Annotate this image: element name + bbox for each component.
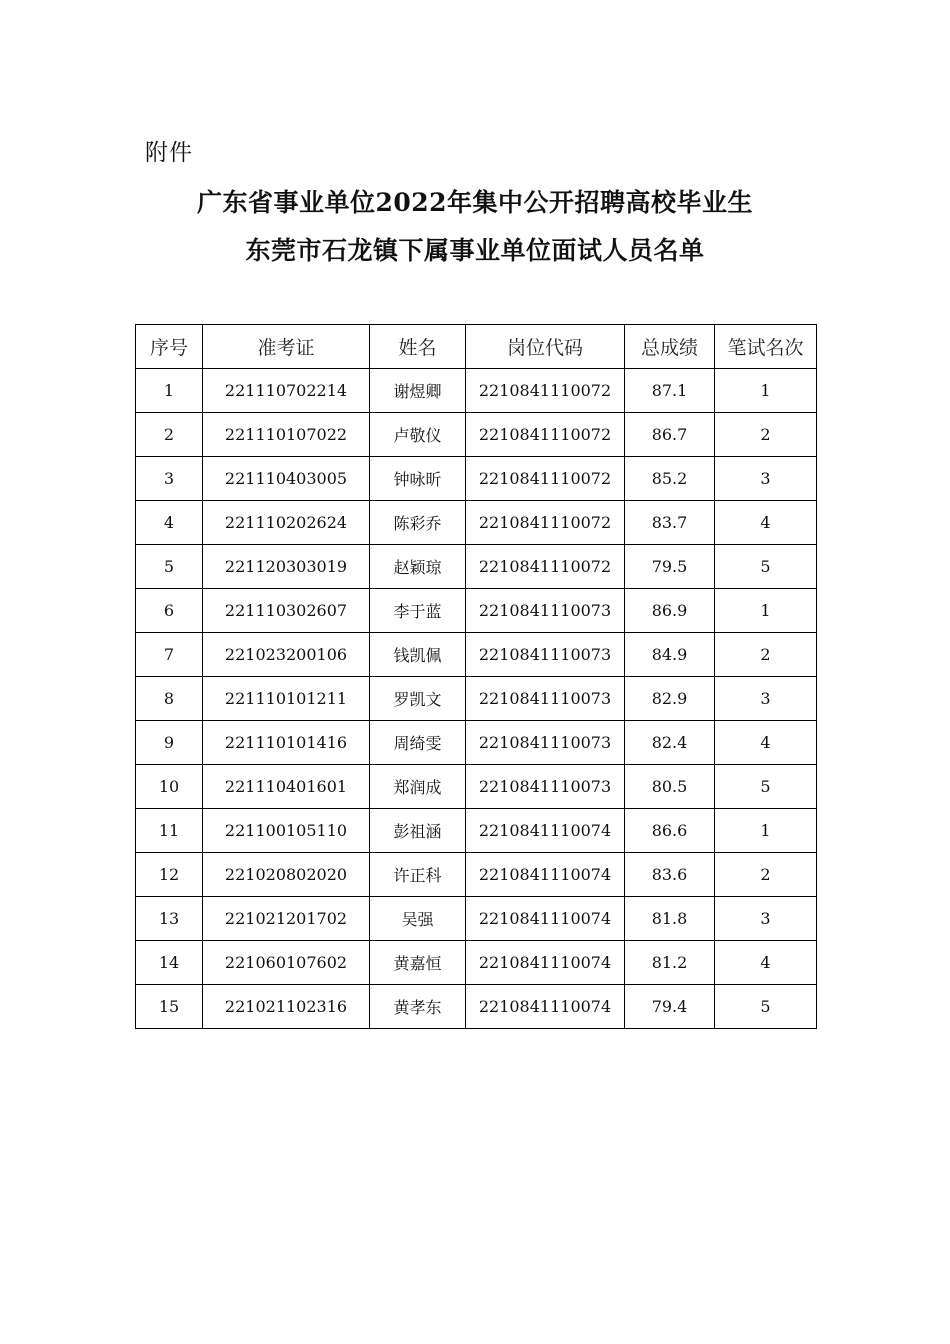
cell-ticket: 221110302607 — [203, 589, 370, 633]
cell-serial: 14 — [136, 941, 203, 985]
cell-total-score: 81.8 — [625, 897, 715, 941]
attachment-label: 附件 — [145, 140, 193, 166]
cell-written-rank: 5 — [715, 545, 817, 589]
cell-serial: 11 — [136, 809, 203, 853]
cell-serial: 2 — [136, 413, 203, 457]
cell-written-rank: 2 — [715, 633, 817, 677]
table-header-row — [136, 325, 817, 369]
cell-total-score: 87.1 — [625, 369, 715, 413]
cell-name: 黄孝东 — [370, 985, 466, 1029]
column-header-written-rank: 笔试名次 — [715, 325, 817, 369]
cell-name: 陈彩乔 — [370, 501, 466, 545]
cell-serial: 12 — [136, 853, 203, 897]
cell-position-code: 2210841110074 — [466, 853, 625, 897]
cell-total-score: 86.6 — [625, 809, 715, 853]
table-body — [136, 369, 817, 1029]
cell-serial: 10 — [136, 765, 203, 809]
cell-total-score: 86.7 — [625, 413, 715, 457]
cell-position-code: 2210841110073 — [466, 721, 625, 765]
cell-name: 李于蓝 — [370, 589, 466, 633]
cell-name: 赵颖琼 — [370, 545, 466, 589]
cell-position-code: 2210841110074 — [466, 941, 625, 985]
cell-total-score: 86.9 — [625, 589, 715, 633]
cell-written-rank: 5 — [715, 985, 817, 1029]
cell-written-rank: 1 — [715, 589, 817, 633]
cell-ticket: 221060107602 — [203, 941, 370, 985]
cell-position-code: 2210841110072 — [466, 545, 625, 589]
cell-ticket: 221110403005 — [203, 457, 370, 501]
interview-roster-table — [135, 324, 817, 1029]
cell-total-score: 82.9 — [625, 677, 715, 721]
cell-written-rank: 4 — [715, 941, 817, 985]
table-row — [136, 677, 817, 721]
column-header-position-code: 岗位代码 — [466, 325, 625, 369]
table-row — [136, 985, 817, 1029]
cell-name: 吴强 — [370, 897, 466, 941]
table-row — [136, 853, 817, 897]
cell-serial: 5 — [136, 545, 203, 589]
cell-position-code: 2210841110074 — [466, 809, 625, 853]
cell-name: 许正科 — [370, 853, 466, 897]
column-header-serial: 序号 — [136, 325, 203, 369]
cell-serial: 9 — [136, 721, 203, 765]
table-row — [136, 941, 817, 985]
cell-total-score: 85.2 — [625, 457, 715, 501]
cell-position-code: 2210841110073 — [466, 677, 625, 721]
table-row — [136, 633, 817, 677]
table-row — [136, 589, 817, 633]
cell-total-score: 81.2 — [625, 941, 715, 985]
cell-serial: 3 — [136, 457, 203, 501]
cell-total-score: 82.4 — [625, 721, 715, 765]
cell-total-score: 83.6 — [625, 853, 715, 897]
document-title-line2: 东莞市石龙镇下属事业单位面试人员名单 — [245, 236, 705, 265]
cell-name: 谢煜卿 — [370, 369, 466, 413]
cell-position-code: 2210841110072 — [466, 413, 625, 457]
cell-total-score: 80.5 — [625, 765, 715, 809]
cell-ticket: 221023200106 — [203, 633, 370, 677]
cell-name: 周绮雯 — [370, 721, 466, 765]
cell-total-score: 83.7 — [625, 501, 715, 545]
cell-position-code: 2210841110072 — [466, 457, 625, 501]
column-header-ticket: 准考证 — [203, 325, 370, 369]
cell-written-rank: 4 — [715, 721, 817, 765]
cell-ticket: 221110101416 — [203, 721, 370, 765]
cell-written-rank: 5 — [715, 765, 817, 809]
cell-name: 黄嘉恒 — [370, 941, 466, 985]
cell-ticket: 221021201702 — [203, 897, 370, 941]
cell-written-rank: 3 — [715, 897, 817, 941]
cell-ticket: 221021102316 — [203, 985, 370, 1029]
cell-position-code: 2210841110074 — [466, 897, 625, 941]
cell-serial: 4 — [136, 501, 203, 545]
table-row — [136, 369, 817, 413]
cell-ticket: 221110401601 — [203, 765, 370, 809]
cell-ticket: 221110101211 — [203, 677, 370, 721]
table-row — [136, 897, 817, 941]
table-row — [136, 545, 817, 589]
cell-serial: 7 — [136, 633, 203, 677]
table-row — [136, 501, 817, 545]
cell-written-rank: 3 — [715, 677, 817, 721]
cell-written-rank: 4 — [715, 501, 817, 545]
cell-written-rank: 2 — [715, 853, 817, 897]
cell-ticket: 221100105110 — [203, 809, 370, 853]
cell-serial: 8 — [136, 677, 203, 721]
cell-name: 罗凯文 — [370, 677, 466, 721]
cell-serial: 6 — [136, 589, 203, 633]
cell-written-rank: 3 — [715, 457, 817, 501]
cell-written-rank: 1 — [715, 369, 817, 413]
cell-ticket: 221020802020 — [203, 853, 370, 897]
cell-position-code: 2210841110073 — [466, 633, 625, 677]
cell-serial: 13 — [136, 897, 203, 941]
cell-total-score: 79.4 — [625, 985, 715, 1029]
cell-written-rank: 1 — [715, 809, 817, 853]
cell-serial: 1 — [136, 369, 203, 413]
document-title-line1: 广东省事业单位2022年集中公开招聘高校毕业生 — [196, 188, 754, 217]
table-row — [136, 809, 817, 853]
cell-position-code: 2210841110073 — [466, 765, 625, 809]
cell-name: 钱凯佩 — [370, 633, 466, 677]
table-row — [136, 457, 817, 501]
cell-position-code: 2210841110074 — [466, 985, 625, 1029]
cell-ticket: 221110202624 — [203, 501, 370, 545]
cell-position-code: 2210841110073 — [466, 589, 625, 633]
cell-name: 钟咏昕 — [370, 457, 466, 501]
column-header-total-score: 总成绩 — [625, 325, 715, 369]
cell-serial: 15 — [136, 985, 203, 1029]
cell-position-code: 2210841110072 — [466, 369, 625, 413]
cell-ticket: 221110107022 — [203, 413, 370, 457]
cell-total-score: 79.5 — [625, 545, 715, 589]
cell-ticket: 221110702214 — [203, 369, 370, 413]
cell-written-rank: 2 — [715, 413, 817, 457]
cell-total-score: 84.9 — [625, 633, 715, 677]
table-row — [136, 765, 817, 809]
cell-ticket: 221120303019 — [203, 545, 370, 589]
cell-name: 郑润成 — [370, 765, 466, 809]
column-header-name: 姓名 — [370, 325, 466, 369]
cell-position-code: 2210841110072 — [466, 501, 625, 545]
table-row — [136, 721, 817, 765]
table-row — [136, 413, 817, 457]
cell-name: 卢敬仪 — [370, 413, 466, 457]
cell-name: 彭祖涵 — [370, 809, 466, 853]
